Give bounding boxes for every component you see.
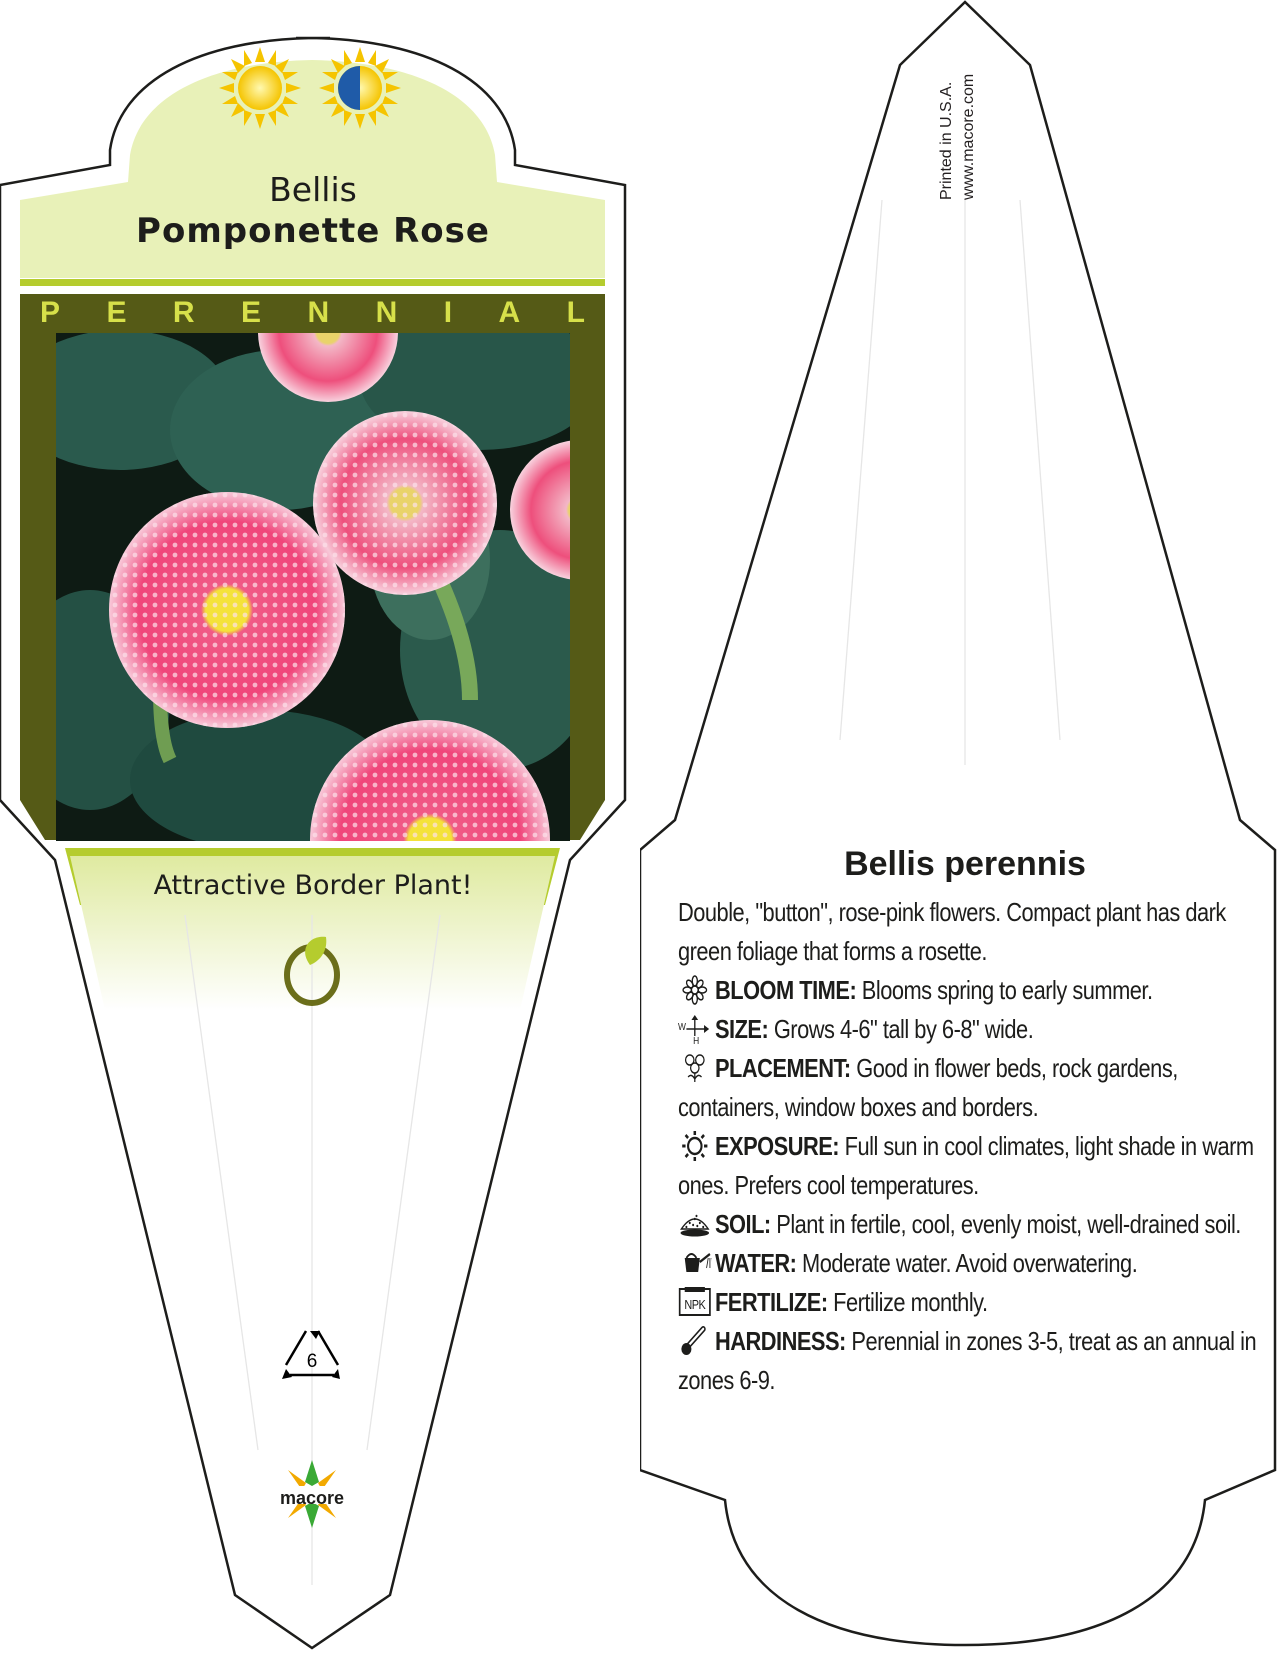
size-icon-letter: W [678, 1021, 686, 1033]
flower-icon [678, 975, 712, 1005]
back-plant-tag [640, 0, 1277, 1654]
plant-type-letter: P [40, 296, 61, 329]
plant-cultivar: Pomponette Rose [136, 211, 490, 251]
scientific-name: Bellis perennis [844, 845, 1086, 883]
sun-outline-icon [678, 1131, 712, 1161]
attr-text: Full sun in cool climates, light shade in warm ones. Prefers cool temperatures. [678, 1131, 1254, 1200]
attr-text: Good in flower beds, rock gardens, containers, window boxes and borders. [678, 1053, 1178, 1122]
plant-type-letter: A [498, 296, 521, 329]
plant-type-letter: L [566, 296, 585, 329]
attr-hardiness [678, 1322, 1268, 1400]
attr-text: Plant in fertile, cool, evenly moist, well-drained soil. [776, 1209, 1241, 1239]
placement-icon [678, 1053, 712, 1083]
plant-type-letter: I [443, 296, 453, 329]
attr-label: WATER: [714, 1248, 797, 1278]
plant-type-label [40, 296, 585, 330]
part-sun-icon [318, 46, 402, 130]
attr-placement [678, 1049, 1268, 1127]
plant-type-letter: R [172, 296, 195, 329]
attr-fertilize [678, 1283, 1268, 1322]
plant-type-letter: N [375, 296, 398, 329]
recycle-number: 6 [306, 1351, 318, 1372]
attr-label: PLACEMENT: [714, 1053, 851, 1083]
thermometer-icon [678, 1326, 712, 1356]
attr-text: Fertilize monthly. [833, 1287, 988, 1317]
size-icon-letter: H [693, 1035, 699, 1044]
size-arrows-icon [678, 1014, 712, 1044]
attr-text: Perennial in zones 3-5, treat as an annual in zones 6-9. [678, 1326, 1257, 1395]
attr-text: Grows 4-6" tall by 6-8" wide. [773, 1014, 1034, 1044]
attr-label: FERTILIZE: [714, 1287, 828, 1317]
plant-genus: Bellis [269, 170, 357, 209]
attr-label: SIZE: [714, 1014, 769, 1044]
watering-can-icon [678, 1248, 712, 1278]
plant-description: Double, "button", rose-pink flowers. Compact plant has dark green foliage that forms a rosette. [678, 897, 1226, 966]
full-sun-icon [218, 46, 302, 130]
attr-label: SOIL: [714, 1209, 771, 1239]
attr-label: BLOOM TIME: [714, 975, 857, 1005]
attr-text: Blooms spring to early summer. [861, 975, 1153, 1005]
attr-water [678, 1244, 1268, 1283]
soil-icon [678, 1209, 712, 1239]
plant-type-letter: E [241, 296, 262, 329]
attr-label: EXPOSURE: [714, 1131, 840, 1161]
plant-type-letter: E [106, 296, 127, 329]
attr-label: HARDINESS: [714, 1326, 846, 1356]
attr-soil [678, 1205, 1268, 1244]
attr-size [678, 1010, 1268, 1049]
brand-name: macore [279, 1488, 345, 1508]
npk-icon-text: NPK [684, 1297, 706, 1313]
tagline: Attractive Border Plant! [153, 870, 473, 901]
care-info [678, 893, 1268, 1400]
printed-in: Printed in U.S.A. [938, 81, 955, 200]
attr-text: Moderate water. Avoid overwatering. [802, 1248, 1138, 1278]
attr-exposure [678, 1127, 1268, 1205]
website: www.macore.com [960, 73, 977, 200]
attr-bloom-time [678, 971, 1268, 1010]
plant-type-letter: N [307, 296, 330, 329]
npk-icon [678, 1287, 712, 1317]
print-info [936, 74, 980, 200]
